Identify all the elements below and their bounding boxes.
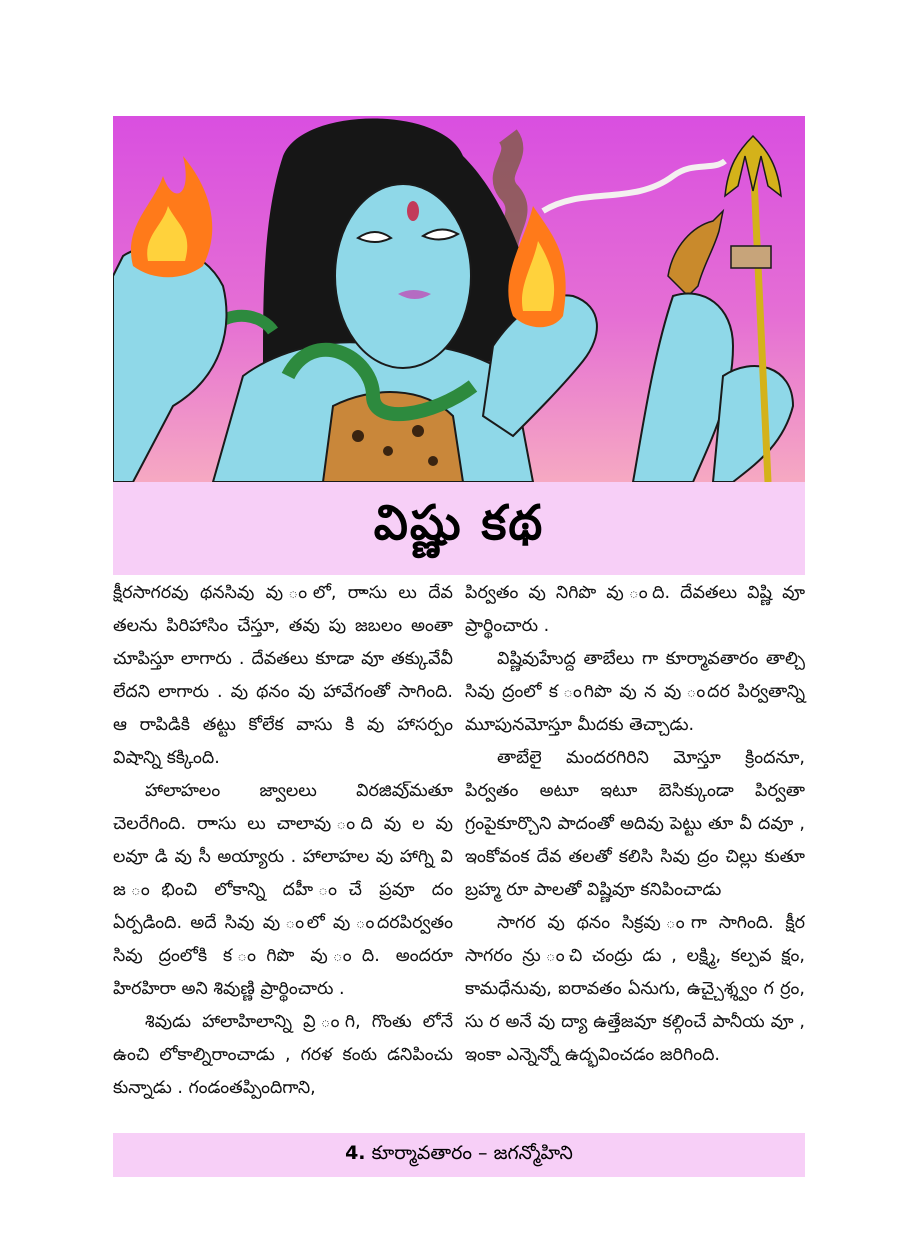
title-band [113,482,805,575]
third-eye [407,201,419,221]
left-column [113,577,453,1125]
paragraph: తాబేలై మందరగిరిని మోస్తూ క్రిందనూ, పిర్వతం అటూ ఇటూ బెసిక్కుండా పిర్వతా గ్రంపైకూర్చొని పాదంతో అదివు పెట్టు తూ వీ దవూ , ఇంకోవంక దేవ తలతో కలిసి సివు ద్రం చిల్లు కుతూ బ్రహ్మ రూ పాలతో విష్ణివూ కనిపించాడు [465,748,805,900]
page-title: విష్ణు కథ [373,494,545,551]
shiva-illustration [113,116,805,482]
story-columns [113,577,805,1125]
footer-band [113,1133,805,1177]
paragraph: క్షీరసాగరవు థనసివు వు ంలో, రాాసు లు దేవ తలను పిరిహాసిం చేస్తూ, తవు పు జబలం అంతా చూపిస్తూ లాగారు . దేవతలు కూడా వూ తక్కువేవీ లేదని లాగారు . వు థనం వు హావేగంతో సాగింది. ఆ రాపిడికి తట్టు కోలేక వాసు కి వు హాసర్పం విషాన్ని కక్కింది. [113,583,453,768]
paragraph: విష్ణివుహేుద్ద తాబేలు గా కూర్మావతారం తాల్చి సివు ద్రంలో క ంగిపొ వు న వు ందర పిర్వతాన్ని మూపునమోస్తూ మీదకు తెచ్చాడు. [465,649,805,735]
chapter-title: కూర్మావతారం – జగన్మోహిని [371,1141,573,1164]
face [335,184,471,368]
paragraph: శివుడు హాలాహిలాన్ని వ్రి ంగి, గొంతు లోనే ఉంచి లోకాల్నిరాంచాడు , గరళ కంఠు డనిపించు కున్నాడు . గండంతప్పిందిగాని, [113,1012,453,1098]
chapter-number: 4. [345,1141,366,1164]
right-column [465,577,805,1125]
damaru-drum [731,246,771,268]
paragraph: హాలాహలం జ్వాలలు విరజివు్మతూ చెలరేగింది. రాాసు లు చాలావు ంది వు ల వు లవూ డి వు సీ అయ్యారు . హాలాహల వు హాగ్ని వి జ ంభించి లోకాన్ని దహీ ంచే ప్రవూ దం ఏర్పడింది. అదే సివు వు ంలో వు ందరపిర్వతం సివు ద్రంలోకి క ంగిపొ వు ంది. అందరూ హిరహిరా అని శివుణ్ణి ప్రార్థించారు . [113,781,453,999]
paragraph: సాగర వు థనం సిక్రవు ంగా సాగింది. క్షీర సాగరం న్రు ంచి చంద్రు డు , లక్ష్మి, కల్పవ క్షం, కామధేనువు, ఐరావతం ఏనుగు, ఉచ్చైశ్శ్వం గ ర్రం, సు ర అనే వు ద్యా ఉత్తేజవూ కల్గించే పానీయ వూ , ఇంకా ఎన్నెన్నో ఉద్భవించడం జరిగింది. [465,913,805,1065]
chapter-caption [345,1142,573,1169]
paragraph: పిర్వతం వు నిగిపొ వు ంది. దేవతలు విష్ణి వూ ప్రార్థించారు . [465,583,805,636]
